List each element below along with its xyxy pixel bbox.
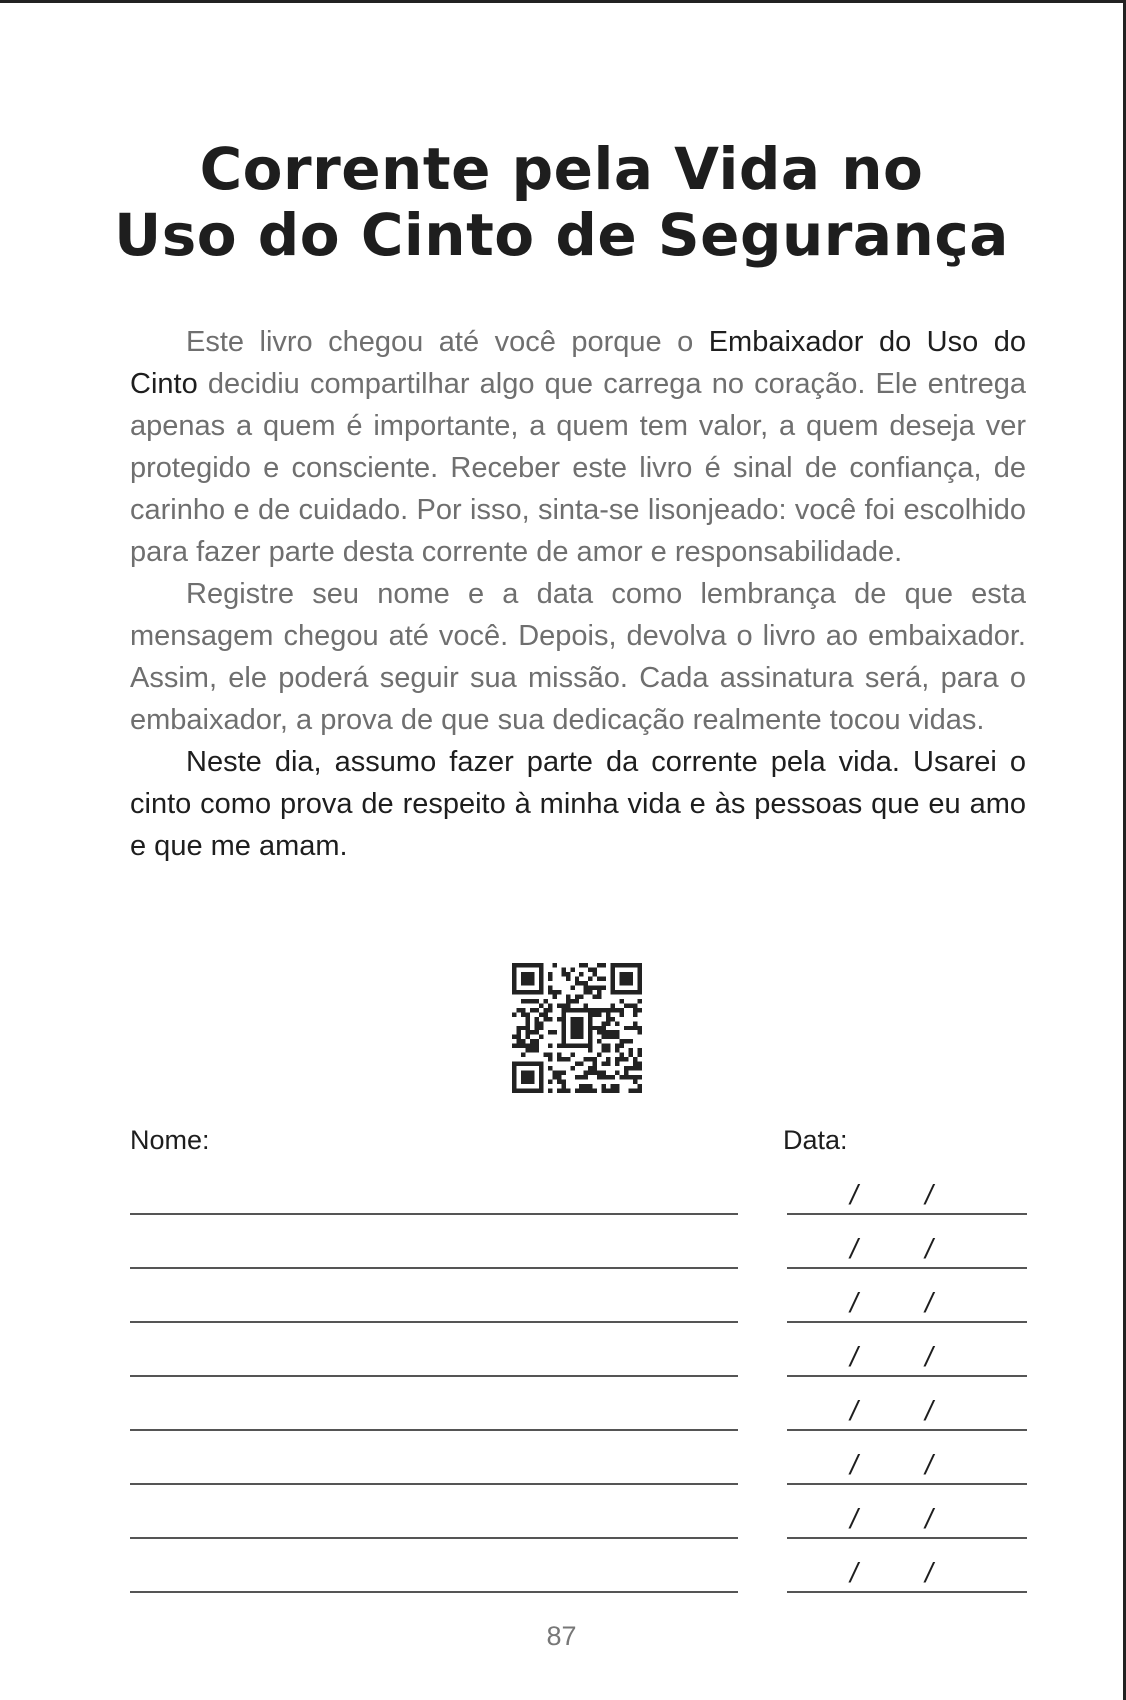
date-line[interactable] xyxy=(787,1213,1027,1215)
signature-row xyxy=(0,1381,1126,1431)
date-separator: / xyxy=(850,1233,858,1264)
date-line[interactable] xyxy=(787,1375,1027,1377)
date-separator: / xyxy=(925,1503,933,1534)
page-number: 87 xyxy=(546,1621,577,1651)
qr-code-icon[interactable] xyxy=(512,963,642,1093)
intro-lead: Este livro chegou até você porque o xyxy=(186,326,709,358)
paragraph-intro xyxy=(130,321,1026,573)
date-line[interactable] xyxy=(787,1591,1027,1593)
name-line[interactable] xyxy=(130,1591,738,1593)
date-separator: / xyxy=(925,1557,933,1588)
paragraph-instructions: Registre seu nome e a data como lembrança de que esta mensagem chegou até você. Depois, devolva o livro ao embaixador. Assim, ele poderá seguir sua missão. Cada assinatura será, para o embaixador, a prova de que sua dedicação realmente tocou vidas. xyxy=(130,578,1026,736)
name-line[interactable] xyxy=(130,1375,738,1377)
signature-row xyxy=(0,1273,1126,1323)
title-line-1: Corrente pela Vida no xyxy=(199,135,924,203)
name-line[interactable] xyxy=(130,1429,738,1431)
paragraph-pledge: Neste dia, assumo fazer parte da corrente pela vida. Usarei o cinto como prova de respeito à minha vida e às pessoas que eu amo e que me amam. xyxy=(130,746,1026,862)
signature-row xyxy=(0,1327,1126,1377)
date-separator: / xyxy=(850,1449,858,1480)
name-label: Nome: xyxy=(130,1125,210,1155)
date-separator: / xyxy=(850,1503,858,1534)
date-line[interactable] xyxy=(787,1321,1027,1323)
date-separator: / xyxy=(850,1341,858,1372)
date-line[interactable] xyxy=(787,1483,1027,1485)
date-separator: / xyxy=(925,1449,933,1480)
signature-row xyxy=(0,1435,1126,1485)
signature-row xyxy=(0,1489,1126,1539)
name-line[interactable] xyxy=(130,1321,738,1323)
date-separator: / xyxy=(850,1287,858,1318)
name-line[interactable] xyxy=(130,1213,738,1215)
name-line[interactable] xyxy=(130,1267,738,1269)
signature-row xyxy=(0,1219,1126,1269)
date-separator: / xyxy=(925,1233,933,1264)
body-text xyxy=(130,321,1026,867)
date-separator: / xyxy=(850,1557,858,1588)
name-line[interactable] xyxy=(130,1537,738,1539)
title-line-2: Uso do Cinto de Segurança xyxy=(114,201,1009,269)
date-separator: / xyxy=(925,1179,933,1210)
date-separator: / xyxy=(850,1179,858,1210)
date-separator: / xyxy=(925,1287,933,1318)
name-line[interactable] xyxy=(130,1483,738,1485)
date-label: Data: xyxy=(783,1125,848,1155)
signature-row xyxy=(0,1165,1126,1215)
date-separator: / xyxy=(850,1395,858,1426)
date-separator: / xyxy=(925,1395,933,1426)
date-line[interactable] xyxy=(787,1429,1027,1431)
date-line[interactable] xyxy=(787,1537,1027,1539)
page-title xyxy=(0,136,1123,268)
signature-row xyxy=(0,1543,1126,1593)
date-separator: / xyxy=(925,1341,933,1372)
ambassador-highlight: Embaixador do Uso do Cinto xyxy=(130,326,1026,400)
intro-rest: decidiu compartilhar algo que carrega no coração. Ele entrega apenas a quem é importante, a quem tem valor, a quem deseja ver protegido e consciente. Receber este livro é sinal de confiança, de carinho e de cuidado. Por isso, sinta-se lisonjeado: você foi escolhido para fazer parte desta corrente de amor e responsabilidade. xyxy=(130,368,1026,568)
date-line[interactable] xyxy=(787,1267,1027,1269)
